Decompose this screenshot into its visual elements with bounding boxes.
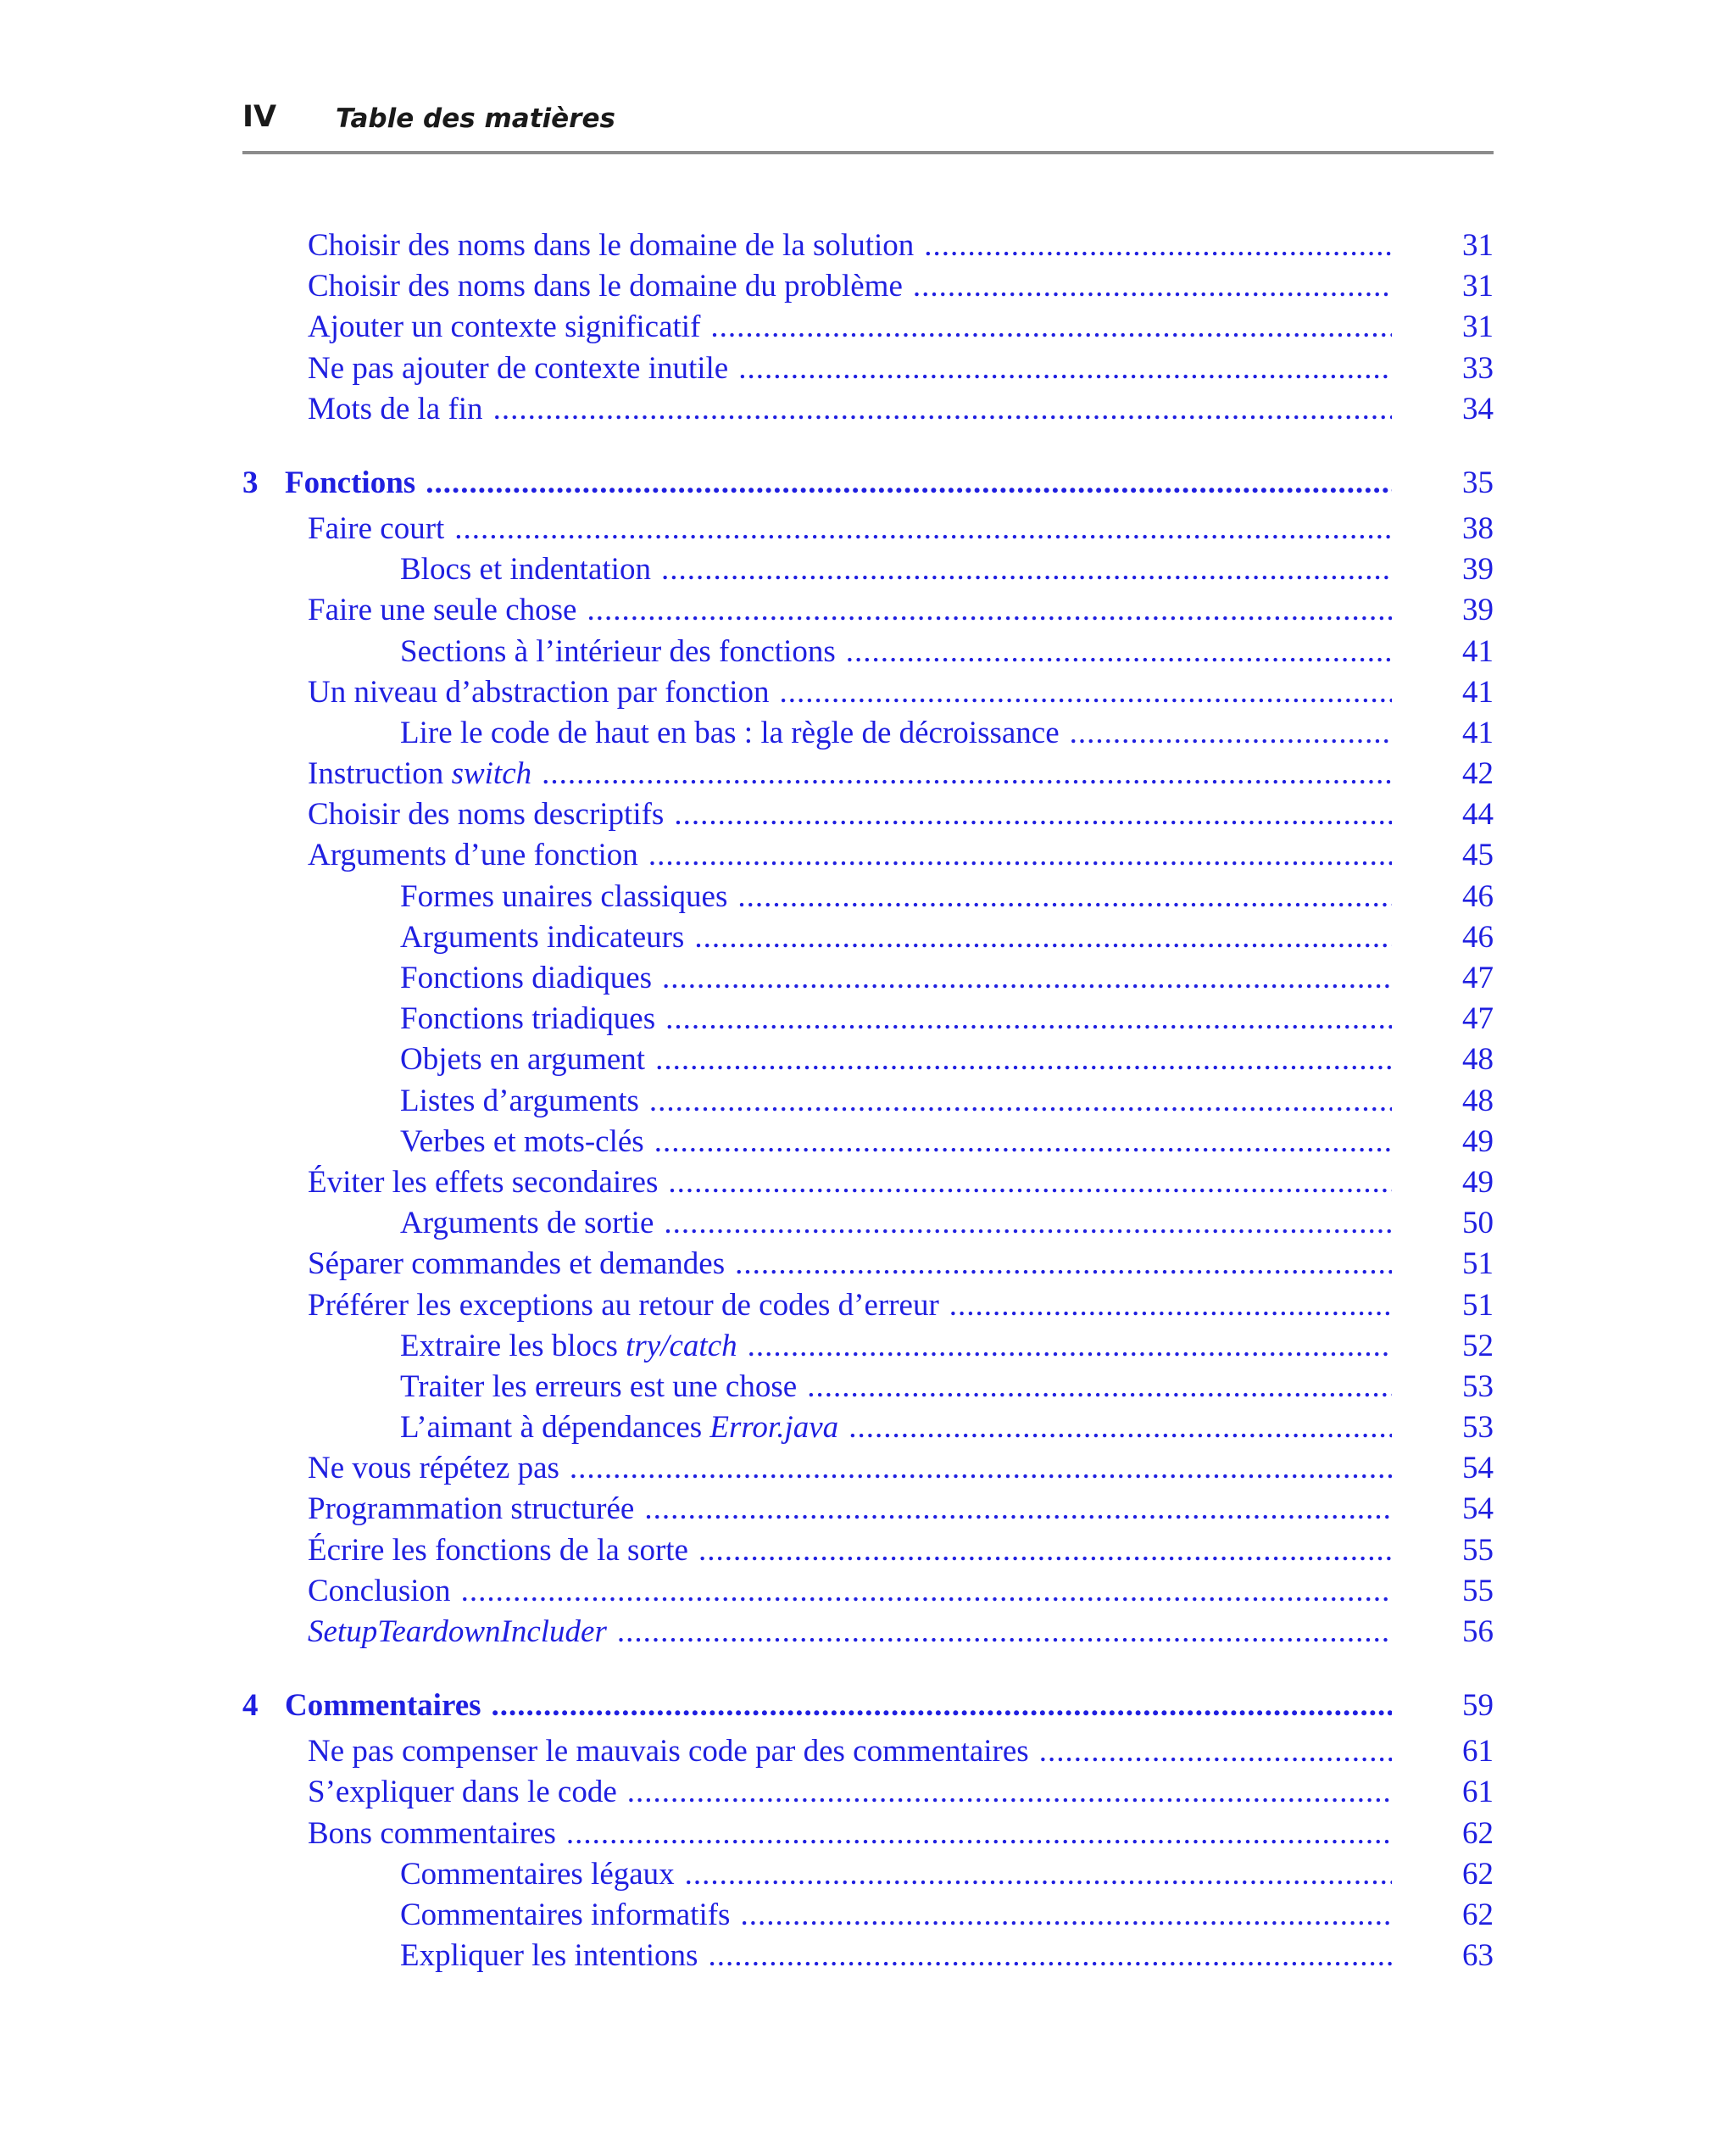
- chapter-number: 4: [242, 1688, 259, 1724]
- toc-entry-title: [400, 1937, 698, 1974]
- dot-leader: [924, 227, 1392, 264]
- running-title: Table des matières: [336, 103, 615, 134]
- toc-entry-title-text: Fonctions triadiques: [400, 1001, 656, 1037]
- dot-leader: [913, 268, 1392, 304]
- toc-entry-title: [308, 350, 728, 387]
- toc-entry-title-text: Faire une seule chose: [308, 593, 577, 628]
- toc-entry-title: [308, 674, 770, 711]
- toc-entry-title-text: Extraire les blocs: [400, 1328, 626, 1363]
- toc-entry-title: [400, 633, 836, 670]
- page-header: [242, 100, 1494, 154]
- toc-page-number: 48: [1462, 1042, 1494, 1078]
- dot-leader: [644, 1491, 1392, 1527]
- chapter-number: 3: [242, 465, 259, 500]
- toc-entry-title-text: Bons commentaires: [308, 1815, 556, 1851]
- toc-page-number: 35: [1462, 465, 1494, 500]
- toc-page-number: 51: [1462, 1287, 1494, 1323]
- toc-entry-title: [400, 878, 727, 915]
- toc-page-number: 47: [1462, 961, 1494, 995]
- dot-leader: [627, 1774, 1392, 1810]
- dot-leader: [664, 1205, 1392, 1241]
- toc-entry-title-text: Ne pas ajouter de contexte inutile: [308, 350, 729, 386]
- dot-leader: [694, 919, 1392, 956]
- toc-page-number: 61: [1462, 1775, 1494, 1810]
- table-of-contents: [242, 227, 1494, 1978]
- toc-entry-title-text: Préférer les exceptions au retour de codes d’erreur: [308, 1287, 939, 1323]
- toc-entry-title-text: Faire court: [308, 510, 445, 546]
- dot-leader: [698, 1532, 1392, 1569]
- toc-page-number: 39: [1462, 593, 1494, 628]
- dot-leader: [655, 1041, 1392, 1078]
- toc-chapter-entry[interactable]: [242, 465, 1494, 510]
- toc-entry[interactable]: [242, 1450, 1494, 1491]
- toc-entry-title: [308, 1246, 725, 1282]
- toc-entry-title: [400, 1328, 737, 1364]
- toc-entry[interactable]: [242, 837, 1494, 878]
- dot-leader: [738, 350, 1392, 387]
- dot-leader: [737, 878, 1392, 915]
- toc-entry-title: [308, 1164, 658, 1201]
- toc-page-number: 31: [1462, 228, 1494, 263]
- toc-entry[interactable]: [242, 1774, 1494, 1814]
- toc-entry-title: [308, 837, 638, 873]
- dot-leader: [662, 960, 1392, 996]
- toc-entry[interactable]: [242, 715, 1494, 755]
- toc-entry-title: [400, 715, 1060, 751]
- dot-leader: [426, 465, 1392, 501]
- toc-entry[interactable]: [242, 1573, 1494, 1613]
- toc-page-number: 45: [1462, 838, 1494, 873]
- toc-entry-title: [308, 1733, 1029, 1769]
- dot-leader: [710, 309, 1392, 345]
- toc-entry[interactable]: [242, 633, 1494, 674]
- toc-entry-title-text: Traiter les erreurs est une chose: [400, 1368, 798, 1404]
- toc-entry-title-text: Instruction: [308, 756, 452, 792]
- dot-leader: [587, 592, 1392, 628]
- dot-leader: [1039, 1733, 1392, 1769]
- toc-entry-title-text: Programmation structurée: [308, 1491, 635, 1527]
- toc-page-number: 62: [1462, 1897, 1494, 1932]
- toc-entry-title-text: Blocs et indentation: [400, 552, 651, 588]
- dot-leader: [665, 1000, 1392, 1037]
- toc-entry[interactable]: [242, 1246, 1494, 1286]
- toc-entry-title: [400, 1409, 838, 1446]
- toc-entry-title-text: Conclusion: [308, 1573, 451, 1608]
- toc-entry[interactable]: [242, 1041, 1494, 1082]
- toc-page-number: 38: [1462, 510, 1494, 546]
- toc-entry[interactable]: [242, 674, 1494, 715]
- toc-entry[interactable]: [242, 1287, 1494, 1328]
- toc-page-number: 63: [1462, 1938, 1494, 1974]
- dot-leader: [674, 796, 1392, 833]
- toc-page-number: 56: [1462, 1614, 1494, 1649]
- toc-page-number: 44: [1462, 797, 1494, 833]
- toc-entry-title-text: Listes d’arguments: [400, 1083, 639, 1118]
- toc-entry[interactable]: [242, 227, 1494, 268]
- toc-entry-title: [400, 1000, 655, 1037]
- toc-page-number: 53: [1462, 1410, 1494, 1446]
- toc-entry[interactable]: [242, 1328, 1494, 1368]
- toc-page-number: 31: [1462, 269, 1494, 304]
- toc-page-number: 55: [1462, 1573, 1494, 1608]
- toc-entry[interactable]: [242, 1164, 1494, 1205]
- toc-entry[interactable]: [242, 309, 1494, 349]
- toc-entry[interactable]: [242, 268, 1494, 309]
- dot-leader: [846, 633, 1392, 670]
- dot-leader: [461, 1573, 1392, 1609]
- toc-entry-title-text: Arguments indicateurs: [400, 919, 685, 955]
- toc-entry-title-text: Sections à l’intérieur des fonctions: [400, 633, 836, 669]
- dot-leader: [492, 1687, 1392, 1724]
- toc-entry-title-text: Formes unaires classiques: [400, 878, 728, 914]
- toc-entry-title-text: Ne vous répétez pas: [308, 1451, 559, 1486]
- toc-entry-title: [308, 391, 483, 427]
- toc-page-number: 31: [1462, 309, 1494, 345]
- dot-leader: [807, 1368, 1392, 1405]
- toc-entry-title: [285, 465, 415, 501]
- toc-entry-title-text: Commentaires: [285, 1688, 481, 1724]
- toc-entry[interactable]: [242, 592, 1494, 633]
- toc-entry[interactable]: [242, 391, 1494, 432]
- toc-entry-title: [308, 1287, 939, 1324]
- toc-entry-title: [400, 919, 684, 956]
- dot-leader: [654, 1123, 1392, 1160]
- toc-entry-title-text: Fonctions diadiques: [400, 961, 653, 995]
- toc-page-number: 39: [1462, 552, 1494, 588]
- dot-leader: [708, 1937, 1392, 1974]
- toc-page-number: 46: [1462, 878, 1494, 914]
- toc-entry-title-italic: try/catch: [626, 1328, 737, 1363]
- toc-page-number: 34: [1462, 391, 1494, 426]
- toc-entry-title: [400, 1083, 639, 1119]
- dot-leader: [849, 1409, 1392, 1446]
- toc-entry-title: [400, 1205, 654, 1241]
- toc-entry-title: [308, 592, 576, 628]
- dot-leader: [668, 1164, 1392, 1201]
- toc-entry-title-text: Un niveau d’abstraction par fonction: [308, 674, 770, 710]
- toc-entry-title-text: Lire le code de haut en bas : la règle de décroissance: [400, 715, 1060, 750]
- toc-page-number: 54: [1462, 1451, 1494, 1486]
- toc-page-number: 50: [1462, 1206, 1494, 1241]
- toc-entry-title-italic: SetupTeardownIncluder: [308, 1614, 607, 1649]
- toc-entry-title: [308, 309, 700, 345]
- toc-entry[interactable]: [242, 1205, 1494, 1246]
- toc-entry[interactable]: [242, 960, 1494, 1000]
- toc-entry[interactable]: [242, 1815, 1494, 1856]
- toc-page-number: 59: [1462, 1688, 1494, 1724]
- dot-leader: [542, 755, 1392, 792]
- toc-entry-title-text: Écrire les fonctions de la sorte: [308, 1532, 688, 1568]
- toc-entry-title: [400, 1041, 645, 1078]
- toc-entry-title: [308, 1532, 688, 1569]
- toc-page-number: 55: [1462, 1532, 1494, 1568]
- toc-entry-title: [308, 268, 903, 304]
- dot-leader: [685, 1856, 1392, 1892]
- toc-page-number: 42: [1462, 756, 1494, 792]
- toc-entry[interactable]: [242, 1409, 1494, 1450]
- toc-page-number: 41: [1462, 633, 1494, 669]
- dot-leader: [740, 1897, 1392, 1933]
- toc-entry-title: [308, 1450, 559, 1486]
- toc-entry[interactable]: [242, 1937, 1494, 1978]
- dot-leader: [566, 1815, 1392, 1852]
- toc-entry-title-text: S’expliquer dans le code: [308, 1775, 617, 1810]
- toc-entry-title-text: Ajouter un contexte significatif: [308, 309, 701, 345]
- toc-entry[interactable]: [242, 1491, 1494, 1531]
- toc-entry-title: [400, 1123, 644, 1160]
- toc-entry[interactable]: [242, 796, 1494, 837]
- toc-entry-title-text: Ne pas compenser le mauvais code par des commentaires: [308, 1734, 1029, 1769]
- toc-entry-title-text: L’aimant à dépendances: [400, 1410, 710, 1446]
- toc-entry-title-text: Commentaires informatifs: [400, 1897, 731, 1932]
- toc-page-number: 53: [1462, 1368, 1494, 1404]
- toc-entry-title-text: Choisir des noms descriptifs: [308, 797, 665, 833]
- toc-entry[interactable]: [242, 1532, 1494, 1573]
- toc-entry[interactable]: [242, 1123, 1494, 1164]
- dot-leader: [493, 391, 1392, 427]
- toc-page-number: 54: [1462, 1491, 1494, 1527]
- dot-leader: [649, 1083, 1392, 1119]
- toc-entry-title-text: Choisir des noms dans le domaine de la solution: [308, 228, 915, 263]
- toc-entry-title-text: Choisir des noms dans le domaine du problème: [308, 269, 903, 304]
- toc-entry-title: [285, 1687, 481, 1724]
- toc-page-number: 33: [1462, 350, 1494, 386]
- toc-entry-title-text: Mots de la fin: [308, 391, 483, 426]
- toc-entry-title: [308, 755, 531, 792]
- toc-entry[interactable]: [242, 755, 1494, 796]
- toc-entry[interactable]: [242, 1897, 1494, 1937]
- dot-leader: [949, 1287, 1392, 1324]
- toc-entry-title-text: Commentaires légaux: [400, 1856, 675, 1892]
- dot-leader: [648, 837, 1392, 873]
- toc-entry-title: [308, 1491, 634, 1527]
- toc-page-number: 41: [1462, 715, 1494, 750]
- toc-page-number: 48: [1462, 1083, 1494, 1118]
- toc-entry[interactable]: [242, 878, 1494, 919]
- toc-entry-title: [400, 551, 651, 588]
- toc-entry-title: [308, 510, 444, 547]
- toc-entry-title-text: Arguments de sortie: [400, 1206, 654, 1241]
- toc-entry-title: [308, 227, 914, 264]
- toc-page-number: 46: [1462, 919, 1494, 955]
- toc-entry[interactable]: [242, 1856, 1494, 1897]
- dot-leader: [454, 510, 1392, 547]
- toc-entry[interactable]: [242, 919, 1494, 960]
- toc-entry-title-italic: switch: [451, 756, 532, 792]
- toc-entry-title-text: Objets en argument: [400, 1042, 646, 1078]
- toc-page-number: 52: [1462, 1328, 1494, 1363]
- toc-entry-title: [308, 1573, 451, 1609]
- dot-leader: [780, 674, 1392, 711]
- toc-entry-title: [400, 960, 652, 996]
- toc-page-number: 62: [1462, 1856, 1494, 1892]
- toc-entry-title-text: Arguments d’une fonction: [308, 838, 638, 873]
- toc-entry[interactable]: [242, 510, 1494, 551]
- toc-entry-title-text: Éviter les effets secondaires: [308, 1164, 659, 1200]
- toc-page-number: 49: [1462, 1123, 1494, 1159]
- toc-page-number: 49: [1462, 1164, 1494, 1200]
- toc-entry-title-text: Fonctions: [285, 465, 416, 500]
- toc-entry-title: [308, 1815, 556, 1852]
- dot-leader: [617, 1613, 1392, 1650]
- toc-entry[interactable]: [242, 1613, 1494, 1654]
- toc-page-number: 62: [1462, 1815, 1494, 1851]
- toc-entry-title-text: Expliquer les intentions: [400, 1938, 698, 1974]
- toc-entry[interactable]: [242, 1733, 1494, 1774]
- page-folio: IV: [242, 100, 277, 134]
- toc-entry-title: [308, 796, 664, 833]
- toc-entry[interactable]: [242, 1368, 1494, 1409]
- toc-entry-title: [308, 1613, 607, 1650]
- toc-entry[interactable]: [242, 1083, 1494, 1123]
- toc-page-number: 51: [1462, 1246, 1494, 1282]
- dot-leader: [748, 1328, 1392, 1364]
- toc-entry-title: [400, 1897, 730, 1933]
- toc-entry-title-text: Verbes et mots-clés: [400, 1123, 644, 1159]
- toc-entry[interactable]: [242, 1000, 1494, 1041]
- toc-page-number: 61: [1462, 1734, 1494, 1769]
- dot-leader: [735, 1246, 1392, 1282]
- toc-entry-title-text: Séparer commandes et demandes: [308, 1246, 726, 1282]
- toc-entry-title-italic: Error.java: [709, 1410, 839, 1446]
- toc-page-number: 47: [1462, 1001, 1494, 1037]
- dot-leader: [661, 551, 1392, 588]
- toc-page-number: 41: [1462, 674, 1494, 710]
- toc-entry-title: [400, 1856, 675, 1892]
- toc-entry-title: [400, 1368, 797, 1405]
- toc-entry-title: [308, 1774, 617, 1810]
- toc-chapter-entry[interactable]: [242, 1687, 1494, 1733]
- toc-entry[interactable]: [242, 551, 1494, 592]
- toc-entry[interactable]: [242, 350, 1494, 391]
- dot-leader: [570, 1450, 1392, 1486]
- dot-leader: [1070, 715, 1392, 751]
